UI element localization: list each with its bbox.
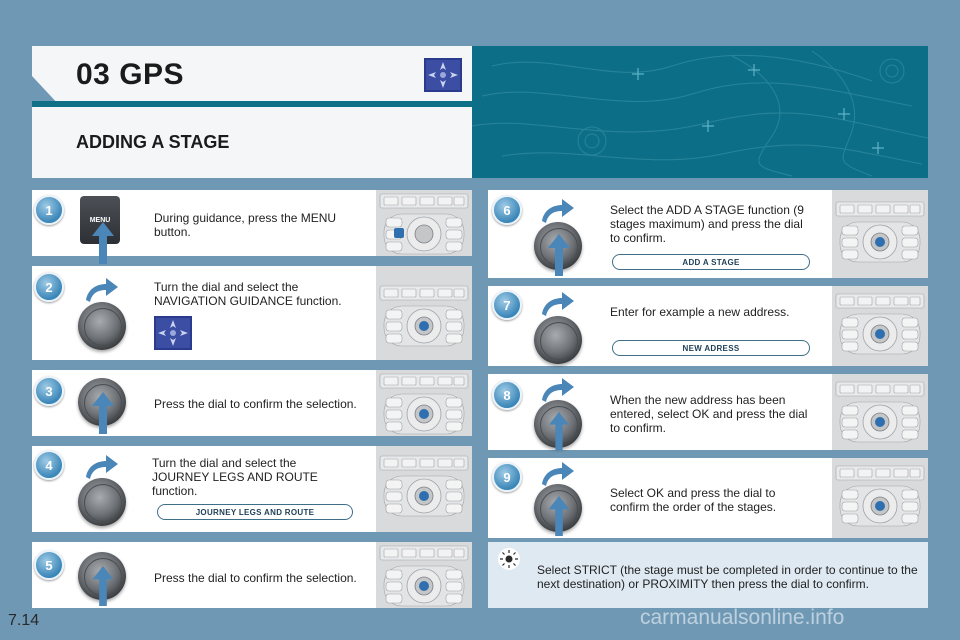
step-7-text: Enter for example a new address. — [610, 305, 790, 319]
step-2-text: Turn the dial and select the NAVIGATION GUIDANCE function. — [154, 280, 342, 308]
menu-button-image: MENU — [80, 196, 120, 244]
step-8-badge: 8 — [492, 380, 522, 410]
step-3-text: Press the dial to confirm the selection. — [154, 397, 357, 411]
step-8-text: When the new address has been entered, select OK and press the dial to confirm. — [610, 393, 808, 435]
step-3-badge: 3 — [34, 376, 64, 406]
step-1-badge: 1 — [34, 195, 64, 225]
tip-bulb-icon — [498, 548, 520, 570]
step-7-badge: 7 — [492, 290, 522, 320]
step-1-text: During guidance, press the MENU button. — [154, 211, 337, 239]
step-6-text: Select the ADD A STAGE function (9 stages maximum) and press the dial to confirm. — [610, 203, 804, 245]
chapter-title: 03 GPS — [76, 58, 185, 91]
step-4-badge: 4 — [34, 450, 64, 480]
section-title: ADDING A STAGE — [76, 132, 230, 152]
step-2-badge: 2 — [34, 272, 64, 302]
step-9-text: Select OK and press the dial to confirm the order of the stages. — [610, 486, 777, 514]
page-number: 7.14 — [8, 612, 40, 629]
step-6-badge: 6 — [492, 195, 522, 225]
watermark: carmanualsonline.info — [640, 606, 845, 629]
step-5-text: Press the dial to confirm the selection. — [154, 571, 357, 585]
journey-legs-menu-label: JOURNEY LEGS AND ROUTE — [157, 504, 353, 520]
tip-text: Select STRICT (the stage must be completed in order to continue to the next destination) or PROXIMITY then press the dial to confirm. — [537, 563, 918, 591]
new-address-menu-label: NEW ADRESS — [612, 340, 810, 356]
step-9-badge: 9 — [492, 462, 522, 492]
step-5-badge: 5 — [34, 550, 64, 580]
step-4-text: Turn the dial and select the JOURNEY LEGS AND ROUTE function. — [152, 456, 318, 498]
add-a-stage-menu-label: ADD A STAGE — [612, 254, 810, 270]
